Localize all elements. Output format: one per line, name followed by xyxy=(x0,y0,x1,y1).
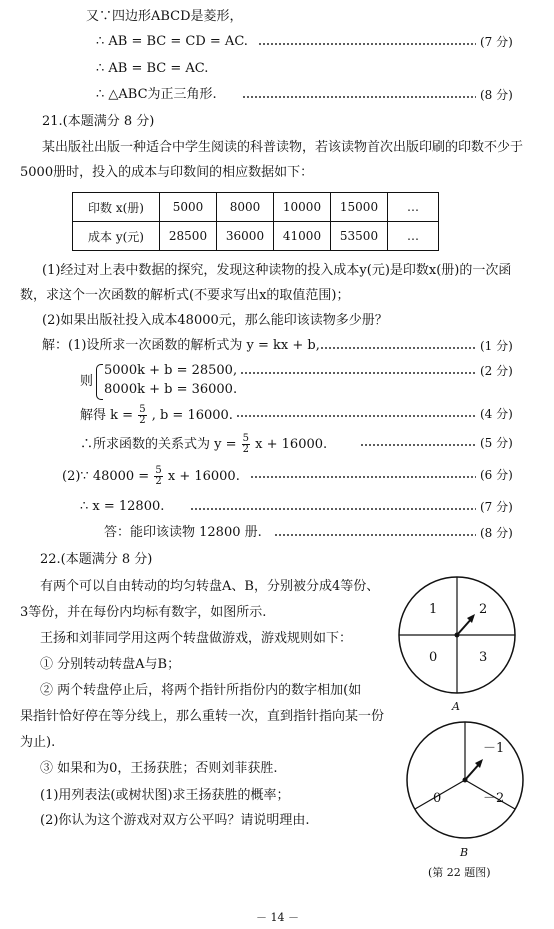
fraction-numerator: 5 xyxy=(139,404,146,415)
fraction xyxy=(242,434,250,455)
equation-line xyxy=(80,405,233,426)
text-line: (2)如果出版社投入成本48000元，那么能印该读物多少册？ xyxy=(42,313,388,328)
text-line: 又∵四边形ABCD是菱形， xyxy=(86,9,243,24)
sector-label: 1 xyxy=(429,602,438,617)
text-line: 解：(1)设所求一次函数的解析式为 y = kx + b, xyxy=(42,338,320,353)
text-line: 3等份，并在每份内均标有数字，如图所示. xyxy=(20,605,267,620)
score-label: (8 分) xyxy=(480,88,513,102)
leader-dots xyxy=(250,476,476,478)
problem-heading: 21.(本题满分 8 分) xyxy=(42,114,155,129)
table-cell: 28500 xyxy=(160,222,217,251)
leader-dots xyxy=(242,96,476,98)
sector-label: 2 xyxy=(479,602,488,617)
text-line: 王扬和刘菲同学用这两个转盘做游戏，游戏规则如下： xyxy=(40,631,353,646)
score-label: (7 分) xyxy=(480,35,513,49)
table-cell: 10000 xyxy=(274,193,331,222)
text-line: (1)经过对上表中数据的探究，发现这种读物的投入成本y(元)是印数x(册)的一次函 xyxy=(42,263,512,278)
table-cell: 成本 y(元) xyxy=(73,222,160,251)
fraction-denominator: 2 xyxy=(139,415,146,426)
text-line: ① 分别转动转盘A与B； xyxy=(40,657,181,672)
data-table xyxy=(72,192,439,251)
answer-line: 答：能印该读物 12800 册. xyxy=(104,525,262,540)
text-line: 则 xyxy=(80,374,94,389)
text-segment: 解得 k = xyxy=(80,408,134,423)
page-number: － 14 － xyxy=(256,911,299,924)
table-cell: 5000 xyxy=(160,193,217,222)
table-row xyxy=(73,222,439,251)
equation-line xyxy=(80,434,327,455)
table-cell: 8000 xyxy=(217,193,274,222)
text-line: 有两个可以自由转动的均匀转盘A、B，分别被分成4等份、 xyxy=(40,579,380,594)
sector-label: 3 xyxy=(479,650,488,665)
score-label: (7 分) xyxy=(480,500,513,514)
score-label: (4 分) xyxy=(480,407,513,421)
text-segment: x + 16000. xyxy=(167,469,240,484)
spinner-a-label: A xyxy=(452,700,460,713)
text-line: (2)你认为这个游戏对双方公平吗？请说明理由. xyxy=(40,813,310,828)
fraction-numerator: 5 xyxy=(155,465,162,476)
table-cell: … xyxy=(388,193,439,222)
equation-line: 8000k + b = 36000. xyxy=(104,382,238,397)
leader-dots xyxy=(258,43,476,45)
text-segment: , b = 16000. xyxy=(151,408,233,423)
table-cell: 36000 xyxy=(217,222,274,251)
equation-line xyxy=(62,466,240,487)
score-label: (8 分) xyxy=(480,526,513,540)
text-segment: x + 16000. xyxy=(255,437,328,452)
leader-dots xyxy=(240,372,476,374)
table-cell: … xyxy=(388,222,439,251)
fraction-denominator: 2 xyxy=(155,476,162,487)
table-cell: 41000 xyxy=(274,222,331,251)
text-segment: (2)∵ 48000 = xyxy=(62,469,150,484)
leader-dots xyxy=(190,508,476,510)
fraction xyxy=(154,466,162,487)
table-cell: 印数 x(册) xyxy=(73,193,160,222)
fraction xyxy=(138,405,146,426)
sector-label: －2 xyxy=(483,791,505,806)
text-line: ∴ AB = BC = CD = AC. xyxy=(96,34,248,49)
fraction-denominator: 2 xyxy=(242,444,250,455)
figure-caption: (第 22 题图) xyxy=(428,866,491,879)
leader-dots xyxy=(274,534,476,536)
equation-line: 5000k + b = 28500, xyxy=(104,363,238,378)
spinner-b xyxy=(403,718,527,842)
text-line: ③ 如果和为0，王扬获胜；否则刘菲获胜. xyxy=(40,761,278,776)
text-line: ∴ AB = BC = AC. xyxy=(96,61,209,76)
text-line: ∴ △ABC为正三角形. xyxy=(96,87,217,102)
text-line: (1)用列表法(或树状图)求王扬获胜的概率； xyxy=(40,788,290,803)
spinner-b-label: B xyxy=(460,846,469,859)
score-label: (5 分) xyxy=(480,436,513,450)
system-brace xyxy=(96,364,103,400)
leader-dots xyxy=(320,347,476,349)
score-label: (6 分) xyxy=(480,468,513,482)
sector-label: 0 xyxy=(429,650,438,665)
text-line: 数，求这个一次函数的解析式(不要求写出x的取值范围)； xyxy=(20,288,350,303)
text-line: 5000册时，投入的成本与印数间的相应数据如下： xyxy=(20,165,314,180)
text-line: 果指针恰好停在等分线上，那么重转一次，直到指针指向某一份 xyxy=(20,709,385,724)
text-segment: ∴所求函数的关系式为 y = xyxy=(80,437,237,452)
text-line: 为止). xyxy=(20,735,56,750)
fraction-numerator: 5 xyxy=(242,433,250,444)
text-line: ② 两个转盘停止后，将两个指针所指份内的数字相加(如 xyxy=(40,683,362,698)
table-row xyxy=(73,193,439,222)
score-label: (1 分) xyxy=(480,339,513,353)
table-cell: 15000 xyxy=(331,193,388,222)
spinner-a xyxy=(395,573,519,697)
leader-dots xyxy=(360,444,476,446)
sector-label: 0 xyxy=(433,791,442,806)
equation-line: ∴ x = 12800. xyxy=(80,499,165,514)
sector-label: －1 xyxy=(483,741,505,756)
score-label: (2 分) xyxy=(480,364,513,378)
table-cell: 53500 xyxy=(331,222,388,251)
problem-heading: 22.(本题满分 8 分) xyxy=(40,552,153,567)
text-line: 某出版社出版一种适合中学生阅读的科普读物，若该读物首次出版印刷的印数不少于 xyxy=(42,140,524,155)
leader-dots xyxy=(236,415,476,417)
